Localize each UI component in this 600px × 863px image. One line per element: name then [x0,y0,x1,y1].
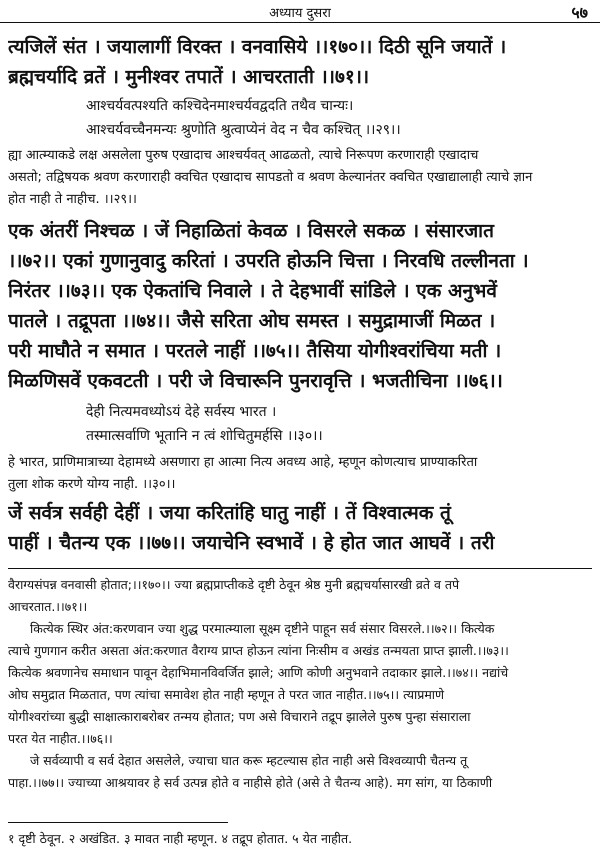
footnotes [8,828,592,850]
translation-line: आचरतात.।।७१।। [8,599,88,614]
verse-line: निरंतर ।।७३।। एक ऐकतांचि निवाले । ते देहभावीं सांडिले । एक अनुभवें [8,280,497,302]
verse-block-2 [8,216,592,396]
translation-line: जे सर्वव्यापी व सर्व देहात असलेले, ज्याचा घात करू म्हटल्यास होत नाही असे विश्वव्यापी चैतन्य तू [30,753,468,768]
commentary-line: होत नाही ते नाहीच. ।।२९।। [8,192,137,207]
verse-line: परी माघौते न समात । परतले नाहीं ।।७५।। तैसिया योगीश्वरांचिया मती । [8,340,502,362]
verse-line: जें सर्वत्र सर्वही देहीं । जया करितांहि घातु नाहीं । तें विश्वात्मक तूं [8,502,451,524]
sanskrit-line: देही नित्यमवध्योऽयं देहे सर्वस्य भारत । [86,404,277,420]
commentary-line: ह्या आत्म्याकडे लक्ष असलेला पुरुष एखादाच आश्चर्यवत् आढळतो, त्याचे निरूपण करणाराही एखादाच [8,148,479,163]
verse-line: त्यजिलें संत । जयालागीं विरक्त । वनवासिये ।।१७०।। दिठी सूनि जयातें । [8,36,507,58]
translation-line: कित्येक स्थिर अंत:करणवान ज्या शुद्ध परमात्म्याला सूक्ष्म दृष्टीने पाहून सर्व संसार विसरले.।।७२।। कित्येक [30,621,495,636]
verse-line: मिळणिसवें एकवटती । परी जे विचारूनि पुनरावृत्ति । भजतीचिना ।।७६।। [8,370,503,392]
verse-line: पातले । तद्रूपता ।।७४।। जैसे सरिता ओघ समस्त । समुद्रामाजीं मिळत । [8,310,496,332]
verse-block-1 [8,32,592,92]
footnote-line: १ दृष्टी ठेवून. २ अखंडित. ३ मावत नाही म्हणून. ४ तद्रूप होतात. ५ येत नाहीत. [8,831,353,846]
commentary-line: तुला शोक करणे योग्य नाही. ।।३०।। [8,477,176,492]
sanskrit-line: आश्चर्यवच्चैनमन्यः श्रुणोति श्रुत्वाप्येनं वेद न चैव कश्चित् ।।२९।। [86,122,401,138]
section-divider [8,568,592,569]
page-header [0,0,600,23]
sanskrit-shloka-30 [8,400,592,448]
verse-line: एक अंतरीं निश्चळ । जें निहाळितां केवळ । विसरले सकळ । संसारजात [8,220,494,242]
sanskrit-shloka-29 [8,94,592,142]
translation-line: योगीश्वरांच्या बुद्धी साक्षात्काराबरोबर तन्मय होतात; पण असे विचाराने तद्रूप झालेले पुरुष पुन्हा संसाराला [8,709,471,724]
sanskrit-line: आश्चर्यवत्पश्यति कश्चिदेनमाश्चर्यवद्वदति तथैव चान्यः। [86,98,354,114]
translation-line: कित्येक श्रवणानेच समाधान पावून देहाभिमानविवर्जित झाले; आणि कोणी अनुभवाने तदाकार झाले.।।७४।। नद्यांचे [8,665,509,680]
verse-line: ।।७२।। एकां गुणानुवादु करितां । उपरति होऊनि चित्ता । निरवधि तल्लीनता । [8,250,529,272]
commentary-30 [8,452,592,496]
commentary-line: हे भारत, प्राणिमात्राच्या देहामध्ये असणारा हा आत्मा नित्य अवध्य आहे, म्हणून कोणत्याच प्राण्याकरिता [8,455,478,470]
translation-line: पाहा.।।७७।। ज्याच्या आश्रयावर हे सर्व उत्पन्न होते व नाहीसे होते (असे ते चैतन्य आहे). मग सांग, या ठिकाणी [8,775,493,790]
verse-block-3 [8,498,592,558]
translation-line: परत येत नाहीत.।।७६।। [8,731,113,746]
sanskrit-line: तस्मात्सर्वाणि भूतानि न त्वं शोचितुमर्हसि ।।३०।। [86,428,323,444]
page-number: ५७ [571,3,588,22]
marathi-translation [8,574,592,794]
translation-line: वैराग्यसंपन्न वनवासी होतात;।।१७०।। ज्या ब्रह्मप्राप्तीकडे दृष्टी ठेवून श्रेष्ठ मुनी ब्रह्मचर्यासारखी व्रते व तपे [8,577,460,592]
translation-line: त्याचे गुणगान करीत असता अंत:करणात वैराग्य प्राप्त होऊन त्यांना निःसीम व अखंड तन्मयता प्राप्त झाली.।।७३।। [8,643,509,658]
verse-line: पाहीं । चैतन्य एक ।।७७।। जयाचेनि स्वभावें । हे होत जात आघवें । तरी [8,532,495,554]
verse-line: ब्रह्मचर्यादि व्रतें । मुनीश्वर तपातें । आचरताती ।।७१।। [8,66,370,88]
footnote-divider [8,822,228,823]
chapter-title: अध्याय दुसरा [269,6,331,21]
commentary-line: असतो; तद्विषयक श्रवण करणाराही क्वचित एखादाच सापडतो व श्रवण केल्यानंतर क्वचित एखाद्यालाही त्याचे ज्ञान [8,170,533,185]
commentary-29 [8,145,592,211]
translation-line: ओघ समुद्रात मिळतात, पण त्यांचा समावेश होत नाही म्हणून ते परत जात नाहीत.।।७५।। त्याप्रमाणे [8,687,445,702]
